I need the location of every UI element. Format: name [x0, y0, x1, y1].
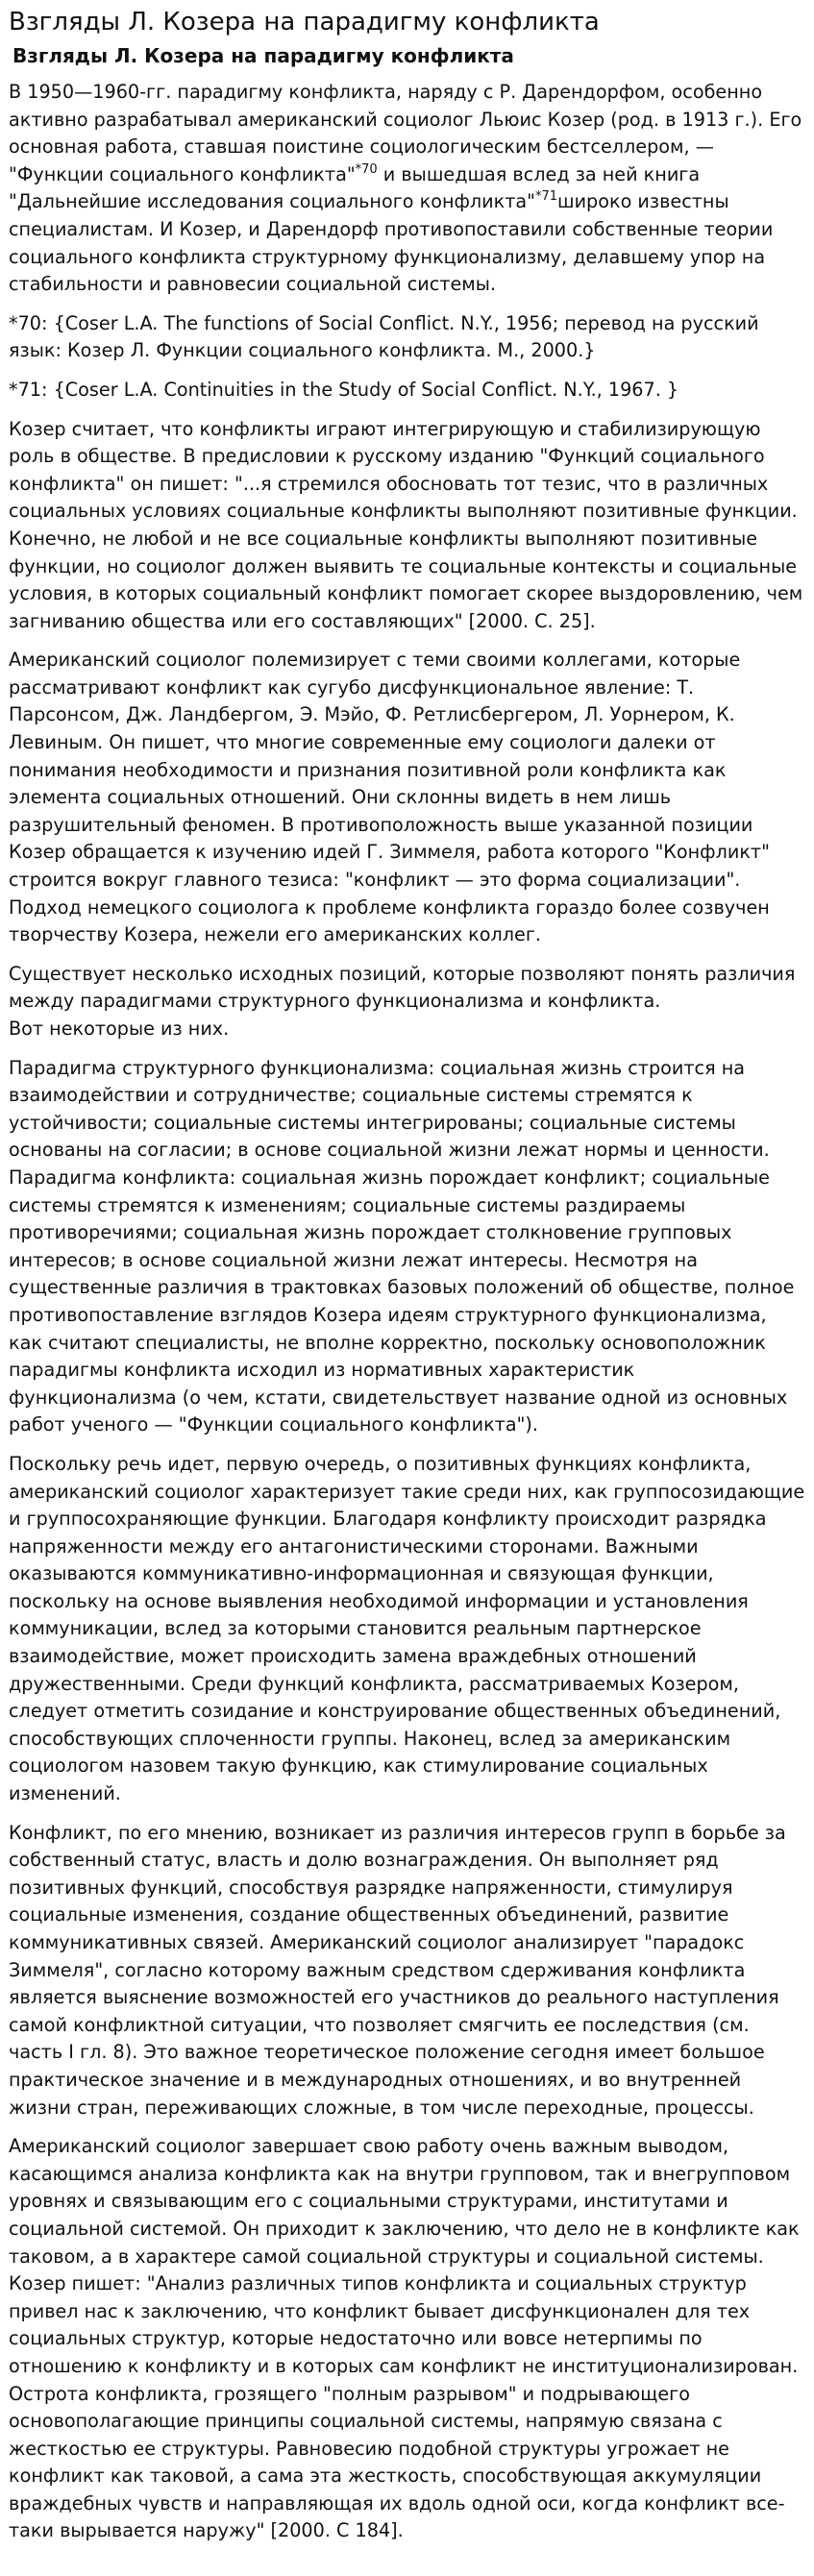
- section-subtitle: Взгляды Л. Козера на парадигму конфликта: [12, 44, 514, 67]
- intro-text-part-2: и вышедшая вслед за ней книга "Дальнейшие исследования социального конфликта": [9, 162, 701, 213]
- intro-text-part-3: широко известны специалистам. И Козер, и Дарендорф противопоставили собственные теории социального конфликта структурному функционализму, делавшему упор на стабильности и равновесии социальной системы.: [9, 190, 774, 296]
- paragraph-paradigms: Парадигма структурного функционализма: социальная жизнь строится на взаимодействии и сотрудничестве; социальные системы стремятся к устойчивости; социальные системы интегрированы; социальные системы основаны на согласии; в основе социальной жизни лежат нормы и ценности. Парадигма конфликта: социальная жизнь порождает конфликт; социальные системы стремятся к изменениям; социальные системы раздираемы противоречиями; социальная жизнь порождает столкновение групповых интересов; в основе социальной жизни лежат интересы. Несмотря на существенные различия в трактовках базовых положений об обществе, полное противопоставление взглядов Козера идеям структурного функционализма, как считают специалисты, не вполне корректно, поскольку основоположник парадигмы конфликта исходил из нормативных характеристик функционализма (о чем, кстати, свидетельствует название одной из основных работ ученого — "Функции социального конфликта").: [9, 1056, 795, 1436]
- paragraph-conclusion: Американский социолог завершает свою работу очень важным выводом, касающимся анализа конфликта как на внутри групповом, так и внегрупповом уровнях и связывающим его с социальными структурами, институтами и социальной системой. Он приходит к заключению, что дело не в конфликте как таковом, а в характере самой социальной структуры и социальной системы. Козер пишет: "Анализ различных типов конфликта и социальных структур привел нас к заключению, что конфликт бывает дисфункционален для тех социальных структур, которые недостаточно или вовсе нетерпимы по отношению к конфликту и в которых сам конфликт не институционализирован. Острота конфликта, грозящего "полным разрывом" и подрывающего основополагающие принципы социальной системы, напрямую связана с жесткостью ее структуры. Равновесию подобной структуры угрожает не конфликт как таковой, а сама эта жесткость, способствующая аккумуляции враждебных чувств и направляющая их вдоль одной оси, когда конфликт все-таки вырывается наружу" [2000. С 184].: [9, 2135, 800, 2542]
- paragraph-positive-functions: Поскольку речь идет, первую очередь, о позитивных функциях конфликта, американский социолог характеризует такие среди них, как группосозидающие и группосохраняющие функции. Благодаря конфликту происходит разрядка напряженности между его антагонистическими сторонами. Важными оказываются коммуникативно-информационная и связующая функции, поскольку на основе выявления необходимой информации и установления коммуникации, вслед за которыми становится реальным партнерское взаимодействие, может происходить замена враждебных отношений дружественными. Среди функций конфликта, рассматриваемых Козером, следует отметить созидание и конструирование общественных объединений, способствующих сплоченности группы. Наконец, вслед за американским социологом назовем такую функцию, как стимулирование социальных изменений.: [9, 1452, 805, 1805]
- paragraph-conflict-origin: Конфликт, по его мнению, возникает из различия интересов групп в борьбе за собственный статус, власть и долю вознаграждения. Он выполняет ряд позитивных функций, способствуя разрядке напряженности, стимулируя социальные изменения, создание общественных объединений, развитие коммуникативных связей. Американский социолог анализирует "парадокс Зиммеля", согласно которому важным средством сдерживания конфликта является выяснение возможностей его участников до реального наступления самой конфликтной ситуации, что позволяет смягчить ее последствия (см. часть I гл. 8). Это важное теоретическое положение сегодня имеет большое практическое значение и в международных отношениях, и во внутренней жизни стран, переживающих сложные, в том числе переходные, процессы.: [9, 1821, 786, 2119]
- footnote-70: *70: {Coser L.A. The functions of Social Conflict. N.Y., 1956; перевод на русский язык: Козер Л. Функции социального конфликта. М., 2000.}: [9, 311, 759, 362]
- intro-text-part-1: В 1950—1960-гг. парадигму конфликта, наряду с Р. Дарендорфом, особенно активно разрабатывал американский социолог Льюис Козер (род. в 1913 г.). Его основная работа, ставшая поистине социологическим бестселлером, — "Функции социального конфликта": [9, 81, 802, 185]
- paragraph-differences: Существует несколько исходных позиций, которые позволяют понять различия между парадигмами структурного функционализма и конфликта. Вот некоторые из них.: [9, 962, 796, 1040]
- page-title: Взгляды Л. Козера на парадигму конфликта: [9, 8, 600, 37]
- footnote-ref-70[interactable]: *70: [355, 161, 378, 177]
- paragraph-conflict-role: Козер считает, что конфликты играют интегрирующую и стабилизирующую роль в обществе. В предисловии к русскому изданию "Функций социального конфликта" он пишет: "...я стремился обосновать тот тезис, что в различных социальных условиях социальные конфликты выполняют позитивные функции. Конечно, не любой и не все социальные конфликты выполняют позитивные функции, но социолог должен выявить те социальные контексты и социальные условия, в которых социальный конфликт помогает скорее выздоровлению, чем загниванию общества или его составляющих" [2000. С. 25].: [9, 417, 803, 632]
- paragraph-polemic: Американский социолог полемизирует с теми своими коллегами, которые рассматривают конфликт как сугубо дисфункциональное явление: Т. Парсонсом, Дж. Ландбергом, Э. Мэйо, Ф. Ретлисбергером, Л. Уорнером, К. Левиным. Он пишет, что многие современные ему социологи далеки от понимания необходимости и признания позитивной роли конфликта как элемента социальных отношений. Они склонны видеть в нем лишь разрушительный феномен. В противоположность выше указанной позиции Козер обращается к изучению идей Г. Зиммеля, работа которого "Конфликт" строится вокруг главного тезиса: "конфликт — это форма социализации". Подход немецкого социолога к проблеме конфликта гораздо более созвучен творчеству Козера, нежели его американских коллег.: [9, 649, 770, 946]
- footnote-ref-71[interactable]: *71: [534, 189, 558, 205]
- intro-paragraph: [9, 79, 805, 299]
- footnote-71: *71: {Coser L.A. Continuities in the Study of Social Conflict. N.Y., 1967. }: [9, 378, 679, 401]
